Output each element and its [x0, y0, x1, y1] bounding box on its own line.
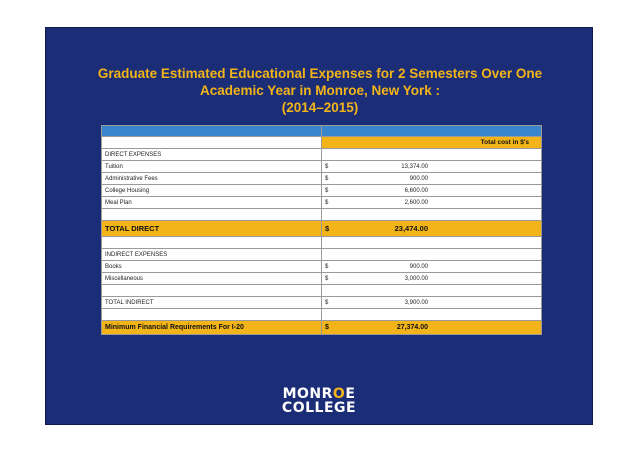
- row-label: Administrative Fees: [102, 173, 322, 185]
- row-label: Tuition: [102, 161, 322, 173]
- currency-symbol: $: [325, 224, 330, 233]
- slide: [45, 27, 593, 425]
- header-total-cost: Total cost in $'s: [322, 137, 542, 149]
- monroe-college-logo: [269, 387, 369, 415]
- indirect-heading-row: [102, 249, 542, 261]
- currency-symbol: $: [325, 263, 329, 270]
- title-line-2: Academic Year in Monroe, New York :: [199, 83, 441, 98]
- spacer-row: [102, 209, 542, 221]
- total-indirect-label: TOTAL INDIRECT: [102, 297, 322, 309]
- spacer-row: [102, 237, 542, 249]
- row-amount: 2,600.00: [404, 199, 428, 206]
- table-header-row: [102, 137, 542, 149]
- total-indirect-row: [102, 297, 542, 309]
- direct-heading: DIRECT EXPENSES: [102, 149, 322, 161]
- row-amount: 900.00: [409, 175, 428, 182]
- currency-symbol: $: [325, 175, 329, 182]
- table-row: [102, 161, 542, 173]
- row-label: Meal Plan: [102, 197, 322, 209]
- row-amount: 13,374.00: [401, 163, 428, 170]
- table-top-band: [102, 126, 542, 137]
- logo-line-2: COLLEGE: [281, 400, 357, 416]
- table-row: [102, 197, 542, 209]
- row-label: College Housing: [102, 185, 322, 197]
- table-row: [102, 273, 542, 285]
- slide-title: [46, 65, 594, 116]
- total-indirect-amount: 3,900.00: [404, 299, 428, 306]
- spacer-row: [102, 309, 542, 321]
- logo-line-1: MONROE: [282, 386, 356, 402]
- row-label: Books: [102, 261, 322, 273]
- title-line-1: Graduate Estimated Educational Expenses for 2 Semesters Over One: [97, 66, 543, 81]
- logo-o-mark: O: [332, 386, 346, 402]
- direct-heading-row: [102, 149, 542, 161]
- minimum-label: Minimum Financial Requirements For I-20: [102, 321, 322, 335]
- total-direct-row: [102, 221, 542, 237]
- currency-symbol: $: [325, 299, 329, 306]
- total-direct-label: TOTAL DIRECT: [102, 221, 322, 237]
- minimum-amount: 27,374.00: [396, 324, 428, 331]
- indirect-heading: INDIRECT EXPENSES: [102, 249, 322, 261]
- currency-symbol: $: [325, 187, 329, 194]
- title-line-3: (2014–2015): [281, 100, 359, 115]
- currency-symbol: $: [325, 275, 329, 282]
- currency-symbol: $: [325, 163, 329, 170]
- spacer-row: [102, 285, 542, 297]
- row-amount: 6,600.00: [404, 187, 428, 194]
- row-label: Miscellaneous: [102, 273, 322, 285]
- row-amount: 3,000.00: [404, 275, 428, 282]
- table-row: [102, 185, 542, 197]
- currency-symbol: $: [325, 324, 329, 331]
- currency-symbol: $: [325, 199, 329, 206]
- minimum-requirements-row: [102, 321, 542, 335]
- table-row: [102, 173, 542, 185]
- total-direct-amount: 23,474.00: [394, 224, 428, 233]
- table-row: [102, 261, 542, 273]
- expenses-table: [101, 125, 542, 335]
- row-amount: 900.00: [409, 263, 428, 270]
